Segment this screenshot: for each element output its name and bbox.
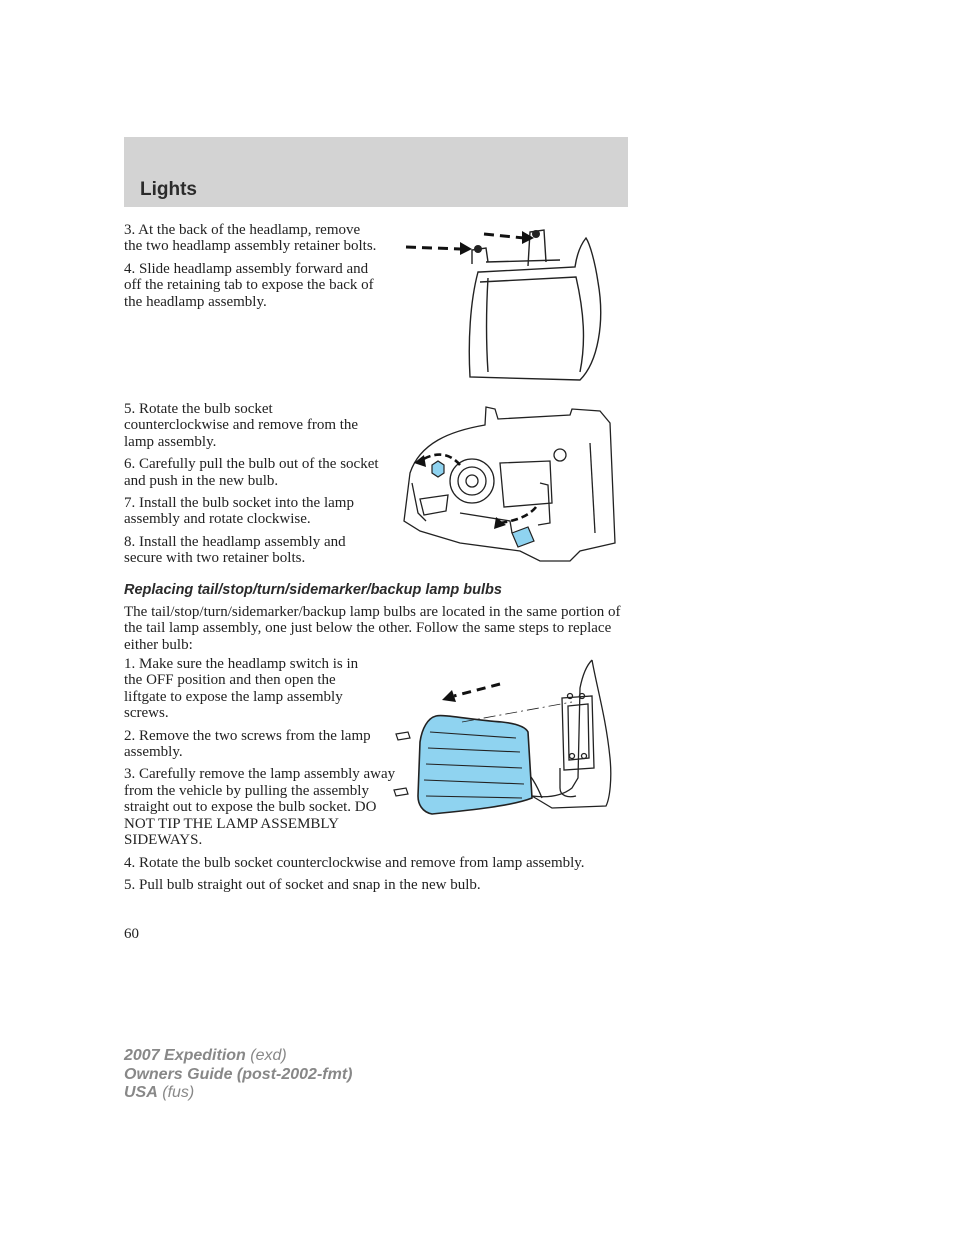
tail-step-4-text: 4. Rotate the bulb socket counterclockwise and remove from lamp assembly.	[124, 855, 585, 871]
bulb-socket-icon	[512, 527, 534, 547]
screw-icon	[394, 732, 410, 796]
retainer-bolt-icon	[432, 461, 444, 477]
tail-lamp-steps	[124, 656, 396, 854]
section-header-band	[124, 137, 628, 207]
headlamp-removal-steps	[124, 222, 379, 316]
step-6-text: 6. Carefully pull the bulb out of the socket and push in the new bulb.	[124, 456, 379, 489]
headlamp-back-bulb-socket-figure	[400, 403, 630, 565]
tail-lamp-intro-text: The tail/stop/turn/sidemarker/backup lamp bulbs are located in the same portion of the tail lamp assembly, one just below the other. Follow the same steps to replace either bulb:	[124, 604, 621, 653]
headlamp-retainer-bolts-figure	[400, 222, 610, 384]
tail-step-1-text: 1. Make sure the headlamp switch is in the OFF position and then open the liftgate to expose the lamp assembly screws.	[124, 656, 359, 722]
tail-lamp-section-heading: Replacing tail/stop/turn/sidemarker/backup lamp bulbs	[124, 582, 502, 598]
tail-step-2-text: 2. Remove the two screws from the lamp assembly.	[124, 727, 371, 761]
bulb-socket-steps	[124, 401, 379, 573]
footer-model: 2007 Expedition	[124, 1047, 246, 1064]
footer-guide: Owners Guide (post-2002-fmt)	[124, 1065, 353, 1083]
step-5-text: 5. Rotate the bulb socket counterclockwise and remove from the lamp assembly.	[124, 401, 359, 450]
step-7-text: 7. Install the bulb socket into the lamp assembly and rotate clockwise.	[124, 495, 354, 528]
document-footer	[124, 1047, 352, 1103]
tail-lamp-final-steps	[124, 855, 624, 900]
footer-market: USA	[124, 1084, 158, 1101]
tail-step-3-text: 3. Carefully remove the lamp assembly away from the vehicle by pulling the assembly straight out to expose the bulb socket. DO NOT TIP THE LAMP ASSEMBLY SIDEWAYS.	[124, 766, 396, 849]
pull-direction-arrow-icon	[454, 684, 500, 696]
tail-lamp-assembly	[418, 716, 532, 814]
headlamp-housing-outline	[404, 407, 615, 561]
vehicle-body-outline	[532, 660, 611, 808]
footer-model-code: (exd)	[250, 1047, 287, 1064]
step-3-text: 3. At the back of the headlamp, remove the two headlamp assembly retainer bolts.	[124, 222, 377, 255]
section-title: Lights	[140, 179, 197, 200]
tail-lamp-intro	[124, 604, 624, 659]
step-4-text: 4. Slide headlamp assembly forward and off the retaining tab to expose the back of the headlamp assembly.	[124, 260, 374, 310]
page-number: 60	[124, 926, 139, 942]
tail-step-5-text: 5. Pull bulb straight out of socket and snap in the new bulb.	[124, 877, 481, 894]
step-8-text: 8. Install the headlamp assembly and secure with two retainer bolts.	[124, 533, 346, 567]
footer-market-code: (fus)	[162, 1084, 195, 1101]
tail-lamp-removal-figure	[392, 658, 624, 818]
